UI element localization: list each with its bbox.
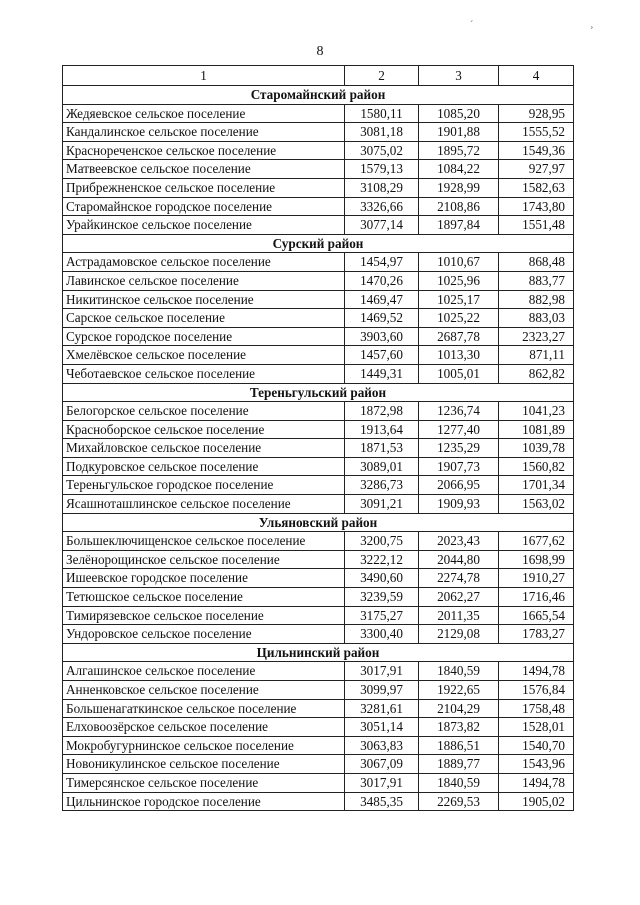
value-cell: 2108,86 xyxy=(419,197,499,216)
value-cell: 1039,78 xyxy=(499,439,574,458)
settlement-name: Краснореченское сельское поселение xyxy=(63,141,345,160)
value-cell: 1081,89 xyxy=(499,420,574,439)
settlement-name: Тимерсянское сельское поселение xyxy=(63,773,345,792)
header-cell: 3 xyxy=(419,66,499,86)
settlement-name: Жедяевское сельское поселение xyxy=(63,104,345,123)
value-cell: 927,97 xyxy=(499,160,574,179)
value-cell: 2011,35 xyxy=(419,606,499,625)
table-row xyxy=(63,755,574,774)
settlement-name: Астрадамовское сельское поселение xyxy=(63,253,345,272)
header-cell: 2 xyxy=(345,66,419,86)
settlement-name: Михайловское сельское поселение xyxy=(63,439,345,458)
table-row xyxy=(63,569,574,588)
value-cell: 3017,91 xyxy=(345,773,419,792)
value-cell: 1540,70 xyxy=(499,736,574,755)
value-cell: 3200,75 xyxy=(345,532,419,551)
settlement-name: Тетюшское сельское поселение xyxy=(63,588,345,607)
settlement-name: Белогорское сельское поселение xyxy=(63,402,345,421)
settlement-name: Ундоровское сельское поселение xyxy=(63,625,345,644)
table-row xyxy=(63,495,574,514)
value-cell: 3017,91 xyxy=(345,662,419,681)
value-cell: 3326,66 xyxy=(345,197,419,216)
value-cell: 2129,08 xyxy=(419,625,499,644)
table-row xyxy=(63,476,574,495)
value-cell: 2044,80 xyxy=(419,550,499,569)
value-cell: 1449,31 xyxy=(345,364,419,383)
value-cell: 3485,35 xyxy=(345,792,419,811)
value-cell: 1494,78 xyxy=(499,662,574,681)
value-cell: 1909,93 xyxy=(419,495,499,514)
settlement-name: Хмелёвское сельское поселение xyxy=(63,346,345,365)
value-cell: 1025,22 xyxy=(419,309,499,328)
value-cell: 3175,27 xyxy=(345,606,419,625)
value-cell: 3239,59 xyxy=(345,588,419,607)
table-row xyxy=(63,253,574,272)
table-row xyxy=(63,550,574,569)
scan-mark: ´ xyxy=(470,20,474,31)
value-cell: 3051,14 xyxy=(345,718,419,737)
value-cell: 1236,74 xyxy=(419,402,499,421)
value-cell: 1005,01 xyxy=(419,364,499,383)
value-cell: 1743,80 xyxy=(499,197,574,216)
value-cell: 883,03 xyxy=(499,309,574,328)
table-row xyxy=(63,736,574,755)
table-row xyxy=(63,123,574,142)
table-row xyxy=(63,346,574,365)
table-row xyxy=(63,588,574,607)
value-cell: 2023,43 xyxy=(419,532,499,551)
settlement-name: Сурское городское поселение xyxy=(63,327,345,346)
district-header-row xyxy=(63,86,574,105)
value-cell: 1665,54 xyxy=(499,606,574,625)
value-cell: 3099,97 xyxy=(345,681,419,700)
value-cell: 1084,22 xyxy=(419,160,499,179)
settlement-name: Зелёнорощинское сельское поселение xyxy=(63,550,345,569)
value-cell: 1457,60 xyxy=(345,346,419,365)
table-row xyxy=(63,457,574,476)
settlement-name: Цильнинское городское поселение xyxy=(63,792,345,811)
value-cell: 1895,72 xyxy=(419,141,499,160)
value-cell: 1701,34 xyxy=(499,476,574,495)
table-row xyxy=(63,625,574,644)
table-row xyxy=(63,104,574,123)
value-cell: 1555,52 xyxy=(499,123,574,142)
value-cell: 1563,02 xyxy=(499,495,574,514)
value-cell: 862,82 xyxy=(499,364,574,383)
settlement-name: Урайкинское сельское поселение xyxy=(63,216,345,235)
value-cell: 3077,14 xyxy=(345,216,419,235)
table-row xyxy=(63,309,574,328)
value-cell: 2104,29 xyxy=(419,699,499,718)
value-cell: 1010,67 xyxy=(419,253,499,272)
settlement-name: Чеботаевское сельское поселение xyxy=(63,364,345,383)
district-name: Ульяновский район xyxy=(63,513,574,532)
district-header-row xyxy=(63,383,574,402)
value-cell: 1907,73 xyxy=(419,457,499,476)
value-cell: 1560,82 xyxy=(499,457,574,476)
value-cell: 1543,96 xyxy=(499,755,574,774)
table-row xyxy=(63,662,574,681)
settlement-table xyxy=(62,65,574,811)
page-number: 8 xyxy=(316,44,324,59)
value-cell: 1840,59 xyxy=(419,773,499,792)
settlement-name: Ясашноташлинское сельское поселение xyxy=(63,495,345,514)
value-cell: 1025,96 xyxy=(419,271,499,290)
value-cell: 3222,12 xyxy=(345,550,419,569)
table-row xyxy=(63,532,574,551)
value-cell: 1889,77 xyxy=(419,755,499,774)
settlement-name: Елховоозёрское сельское поселение xyxy=(63,718,345,737)
settlement-name: Тереньгульское городское поселение xyxy=(63,476,345,495)
value-cell: 1905,02 xyxy=(499,792,574,811)
value-cell: 3300,40 xyxy=(345,625,419,644)
value-cell: 1551,48 xyxy=(499,216,574,235)
value-cell: 1470,26 xyxy=(345,271,419,290)
value-cell: 1698,99 xyxy=(499,550,574,569)
settlement-name: Тимирязевское сельское поселение xyxy=(63,606,345,625)
value-cell: 1469,47 xyxy=(345,290,419,309)
settlement-name: Большеключищенское сельское поселение xyxy=(63,532,345,551)
settlement-name: Новоникулинское сельское поселение xyxy=(63,755,345,774)
value-cell: 1928,99 xyxy=(419,178,499,197)
value-cell: 1025,17 xyxy=(419,290,499,309)
settlement-name: Прибрежненское сельское поселение xyxy=(63,178,345,197)
table-row xyxy=(63,402,574,421)
district-header-row xyxy=(63,643,574,662)
value-cell: 1549,36 xyxy=(499,141,574,160)
value-cell: 3081,18 xyxy=(345,123,419,142)
value-cell: 3067,09 xyxy=(345,755,419,774)
value-cell: 1901,88 xyxy=(419,123,499,142)
value-cell: 3903,60 xyxy=(345,327,419,346)
header-cell: 4 xyxy=(499,66,574,86)
value-cell: 2062,27 xyxy=(419,588,499,607)
table-row xyxy=(63,681,574,700)
table-row xyxy=(63,439,574,458)
value-cell: 1494,78 xyxy=(499,773,574,792)
table-row xyxy=(63,160,574,179)
settlement-name: Мокробугурнинское сельское поселение xyxy=(63,736,345,755)
settlement-name: Анненковское сельское поселение xyxy=(63,681,345,700)
value-cell: 1576,84 xyxy=(499,681,574,700)
value-cell: 1041,23 xyxy=(499,402,574,421)
value-cell: 2274,78 xyxy=(419,569,499,588)
settlement-name: Старомайнское городское поселение xyxy=(63,197,345,216)
table-row xyxy=(63,327,574,346)
value-cell: 1454,97 xyxy=(345,253,419,272)
value-cell: 1783,27 xyxy=(499,625,574,644)
value-cell: 1840,59 xyxy=(419,662,499,681)
value-cell: 1716,46 xyxy=(499,588,574,607)
district-name: Старомайнский район xyxy=(63,86,574,105)
value-cell: 882,98 xyxy=(499,290,574,309)
table-row xyxy=(63,718,574,737)
settlement-name: Никитинское сельское поселение xyxy=(63,290,345,309)
value-cell: 1886,51 xyxy=(419,736,499,755)
value-cell: 1277,40 xyxy=(419,420,499,439)
table-row xyxy=(63,606,574,625)
value-cell: 1897,84 xyxy=(419,216,499,235)
settlement-name: Ишеевское городское поселение xyxy=(63,569,345,588)
settlement-name: Лавинское сельское поселение xyxy=(63,271,345,290)
value-cell: 1580,11 xyxy=(345,104,419,123)
value-cell: 3286,73 xyxy=(345,476,419,495)
value-cell: 1873,82 xyxy=(419,718,499,737)
value-cell: 1579,13 xyxy=(345,160,419,179)
table-row xyxy=(63,364,574,383)
value-cell: 2687,78 xyxy=(419,327,499,346)
value-cell: 3089,01 xyxy=(345,457,419,476)
value-cell: 1582,63 xyxy=(499,178,574,197)
district-header-row xyxy=(63,234,574,253)
value-cell: 1235,29 xyxy=(419,439,499,458)
value-cell: 1922,65 xyxy=(419,681,499,700)
table-row xyxy=(63,197,574,216)
settlement-name: Матвеевское сельское поселение xyxy=(63,160,345,179)
settlement-name: Сарское сельское поселение xyxy=(63,309,345,328)
value-cell: 871,11 xyxy=(499,346,574,365)
value-cell: 1677,62 xyxy=(499,532,574,551)
table-row xyxy=(63,271,574,290)
settlement-name: Подкуровское сельское поселение xyxy=(63,457,345,476)
scan-mark: ¸ xyxy=(590,18,594,29)
value-cell: 1910,27 xyxy=(499,569,574,588)
table-row xyxy=(63,699,574,718)
value-cell: 3108,29 xyxy=(345,178,419,197)
value-cell: 3091,21 xyxy=(345,495,419,514)
value-cell: 3490,60 xyxy=(345,569,419,588)
value-cell: 1469,52 xyxy=(345,309,419,328)
district-name: Тереньгульский район xyxy=(63,383,574,402)
table-row xyxy=(63,792,574,811)
value-cell: 1085,20 xyxy=(419,104,499,123)
settlement-name: Большенагаткинское сельское поселение xyxy=(63,699,345,718)
value-cell: 1872,98 xyxy=(345,402,419,421)
table-row xyxy=(63,141,574,160)
value-cell: 3075,02 xyxy=(345,141,419,160)
value-cell: 2269,53 xyxy=(419,792,499,811)
table-row xyxy=(63,290,574,309)
table-row xyxy=(63,420,574,439)
settlement-name: Кандалинское сельское поселение xyxy=(63,123,345,142)
value-cell: 1871,53 xyxy=(345,439,419,458)
district-name: Цильнинский район xyxy=(63,643,574,662)
value-cell: 928,95 xyxy=(499,104,574,123)
value-cell: 1013,30 xyxy=(419,346,499,365)
value-cell: 2066,95 xyxy=(419,476,499,495)
value-cell: 883,77 xyxy=(499,271,574,290)
district-header-row xyxy=(63,513,574,532)
value-cell: 1758,48 xyxy=(499,699,574,718)
value-cell: 1913,64 xyxy=(345,420,419,439)
table-row xyxy=(63,216,574,235)
table-row xyxy=(63,773,574,792)
value-cell: 1528,01 xyxy=(499,718,574,737)
value-cell: 868,48 xyxy=(499,253,574,272)
table-row xyxy=(63,178,574,197)
table-header-row xyxy=(63,66,574,86)
header-cell: 1 xyxy=(63,66,345,86)
district-name: Сурский район xyxy=(63,234,574,253)
value-cell: 3281,61 xyxy=(345,699,419,718)
value-cell: 3063,83 xyxy=(345,736,419,755)
settlement-name: Красноборское сельское поселение xyxy=(63,420,345,439)
value-cell: 2323,27 xyxy=(499,327,574,346)
settlement-name: Алгашинское сельское поселение xyxy=(63,662,345,681)
